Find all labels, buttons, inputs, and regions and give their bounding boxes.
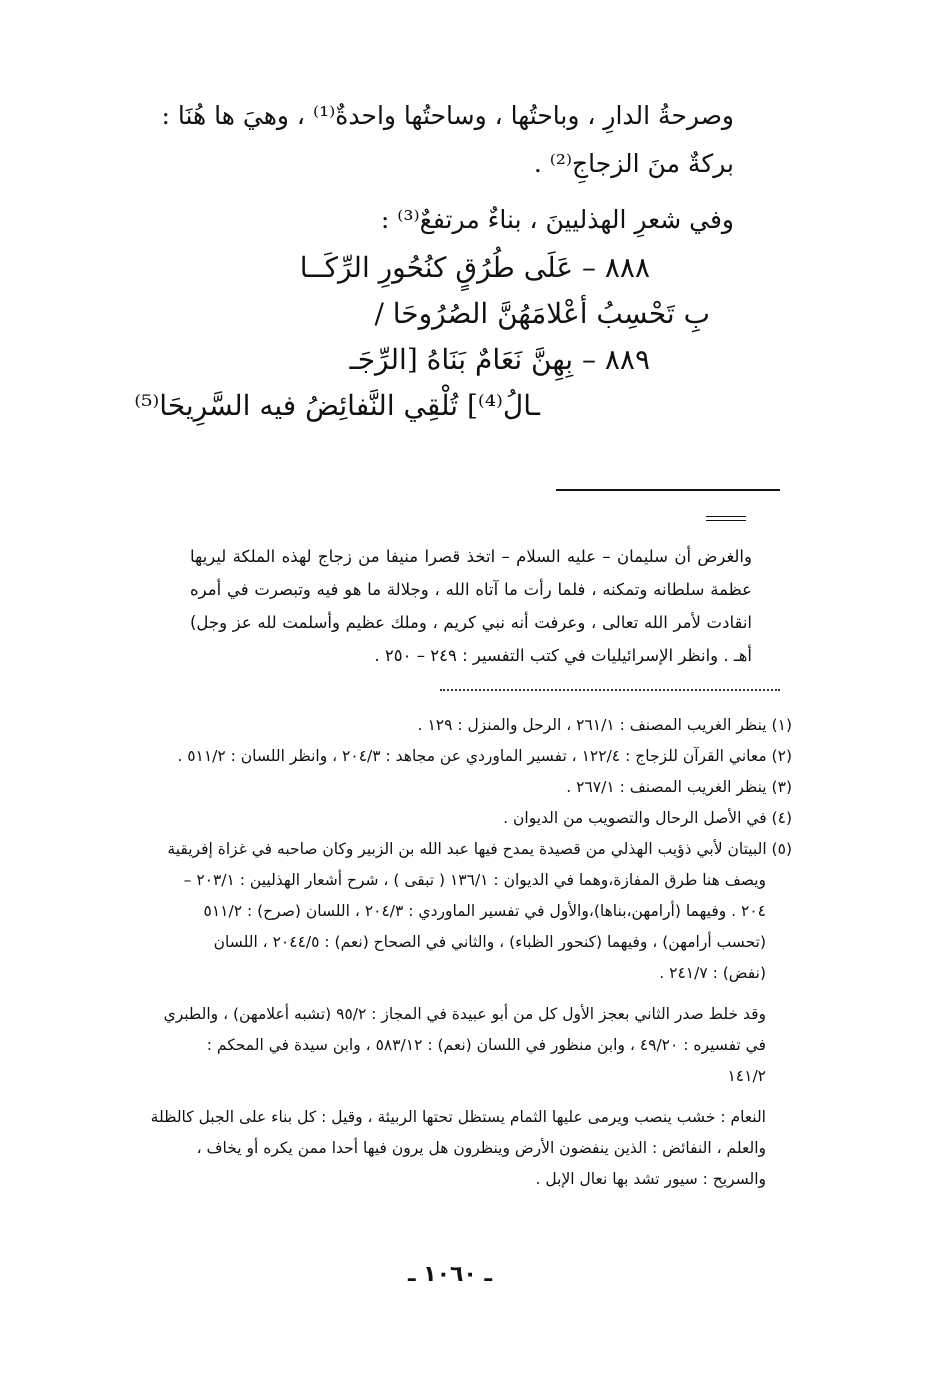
continuation-mark [706,516,746,521]
footnotes [132,710,792,1195]
footnote-5-line-11: والسريح : سيور تشد بها نعال الإبل . [535,1170,766,1188]
main-line-3: وفي شعرِ الهذليينَ ، بناءٌ مرتفعٌ⁽³⁾ : [380,205,734,234]
poem-line-1: ٨٨٨ – عَلَى طُرُقٍ كنُحُورِ الرِّكَــا [299,251,650,284]
footnote-5-line-5: (نفض) : ٢٤١/٧ . [659,964,766,982]
footnote-1: (١) ينظر الغريب المصنف : ٢٦١/١ ، الرحل والمنزل : ١٢٩ . [417,716,792,734]
page-number: ـ ١٠٦٠ ـ [407,1262,493,1287]
poem-line-2: بِ تَحْسِبُ أعْلامَهُنَّ الصُرُوحَا / [374,297,710,330]
footnote-5-line-7: في تفسيره : ٤٩/٢٠ ، وابن منظور في اللسان (نعم) : ٥٨٣/١٢ ، وابن سيدة في المحكم : [206,1036,766,1054]
poem-line-4: ـالُ⁽⁴⁾] تُلْقِي النَّفائِضُ فيه السَّرِيحَا⁽⁵⁾ [134,389,540,422]
footnote-2: (٢) معاني القرآن للزجاج : ١٢٢/٤ ، تفسير الماوردي عن مجاهد : ٢٠٤/٣ ، وانظر اللسان : ٥١١/٢ . [177,747,792,765]
paragraph-gap [132,989,792,999]
poem [134,245,750,429]
footnote-5-line-6: وقد خلط صدر الثاني بعجز الأول كل من أبو عبيدة في المجاز : ٩٥/٢ (تشبه أعلامهن) ، والطبري [163,1005,766,1023]
commentary-continuation: والغرض أن سليمان – عليه السلام – اتخذ قصرا منيفا من زجاج لهذه الملكة ليريها عظمة سلطانه وتمكنه ، فلما رأت ما آتاه الله ، وجلالة ما هو فيه وتبصرت في أمره انقادت لأمر الله تعالى ، وعرفت أنه نبي كريم ، وملك عظيم وأسلمت لله عز وجل) أهـ . وانظر الإسرائيليات في كتب التفسير : ٢٤٩ – ٢٥٠ . [190,547,752,665]
footnote-5-line-1: (٥) البيتان لأبي ذؤيب الهذلي من قصيدة يمدح فيها عبد الله بن الزبير وكان صاحبه في غزاة إفريقية [167,840,792,858]
footnote-5-line-9: النعام : خشب ينصب ويرمى عليها الثمام يستظل تحتها الربيئة ، وقيل : كل بناء على الجبل كالظلة [150,1108,766,1126]
footnote-separator [556,489,780,491]
main-text [161,92,734,188]
footnote-5-line-8: ١٤١/٢ [727,1067,766,1085]
main-line-1: وصرحةُ الدارِ ، وباحتُها ، وساحتُها واحدةٌ⁽¹⁾ ، وهيَ ها هُنَا : [161,101,734,130]
main-text-intro-verse [174,196,734,244]
paragraph-gap [132,1092,792,1102]
poem-line-3: ٨٨٩ – بِهِنَّ نَعَامٌ بَنَاهُ [الرِّجَـ [349,343,650,376]
main-line-2: بركةٌ منَ الزجاجِ⁽²⁾ . [533,149,734,178]
footnote-5-line-4: (تحسب أرامهن) ، وفيهما (كنحور الظباء) ، والثاني في الصحاح (نعم) : ٢٠٤٤/٥ ، اللسان [213,933,766,951]
dotted-separator [440,689,780,691]
footnote-4: (٤) في الأصل الرحال والتصويب من الديوان . [503,809,792,827]
footnote-5-line-2: ويصف هنا طرق المفازة،وهما في الديوان : ١٣٦/١ ( تبقى ) ، شرح أشعار الهذليين : ٢٠٣/١ – [183,871,766,889]
footnote-3: (٣) ينظر الغريب المصنف : ٢٦٧/١ . [566,778,792,796]
footnote-5-line-10: والعلم ، النفائض : الذين ينفضون الأرض وينظرون هل يرون فيها أحدا ممن يكره أو يخاف ، [196,1139,766,1157]
footnote-5-line-3: ٢٠٤ . وفيهما (أرامهن،بناها)،والأول في تفسير الماوردي : ٢٠٤/٣ ، اللسان (صرح) : ٥١١/٢ [203,902,766,920]
